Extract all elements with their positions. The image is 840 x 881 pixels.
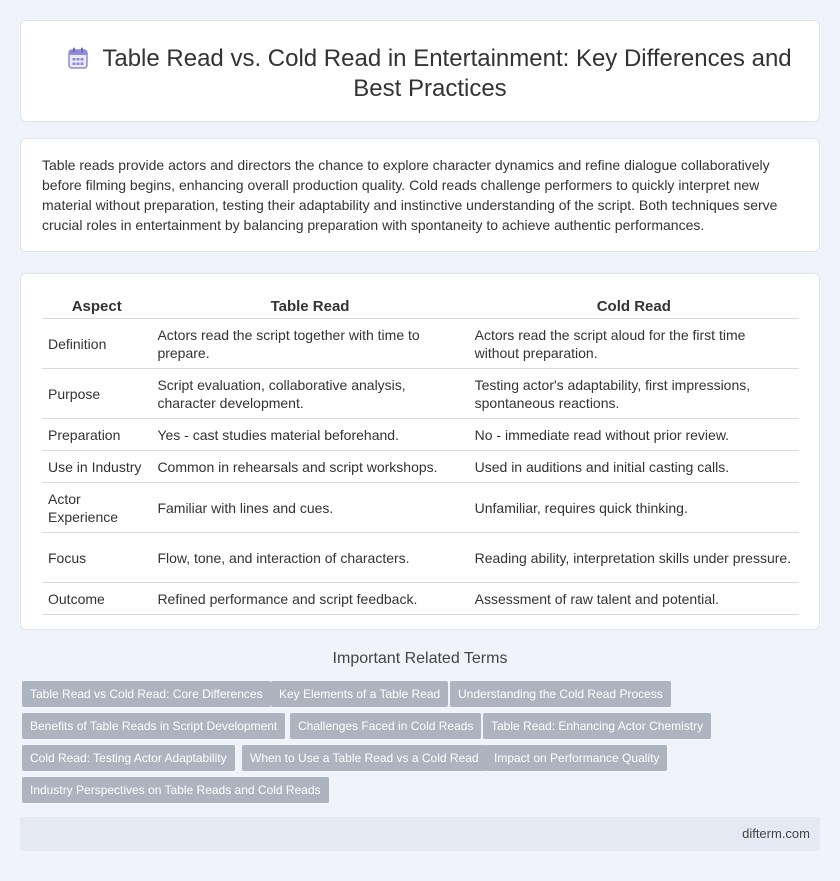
row-table-read: Script evaluation, collaborative analysis, character development. xyxy=(151,369,468,419)
table-row xyxy=(42,483,799,533)
comparison-card xyxy=(20,273,820,630)
calendar-icon xyxy=(68,47,88,69)
row-table-read: Common in rehearsals and script workshops. xyxy=(151,451,468,483)
related-term-tag[interactable]: Cold Read: Testing Actor Adaptability xyxy=(22,745,235,771)
header-table-read: Table Read xyxy=(151,294,468,319)
row-cold-read: Actors read the script aloud for the first time without preparation. xyxy=(469,319,799,369)
related-term-tag[interactable]: Table Read vs Cold Read: Core Differences xyxy=(22,681,271,707)
row-cold-read: Unfamiliar, requires quick thinking. xyxy=(469,483,799,533)
row-aspect: Outcome xyxy=(42,583,151,615)
related-term-tag[interactable]: Table Read: Enhancing Actor Chemistry xyxy=(483,713,711,739)
table-row xyxy=(42,369,799,419)
row-aspect: Focus xyxy=(42,533,151,583)
row-cold-read: Testing actor's adaptability, first impressions, spontaneous reactions. xyxy=(469,369,799,419)
page-title-wrap xyxy=(61,44,799,104)
related-term-tag[interactable]: Challenges Faced in Cold Reads xyxy=(290,713,481,739)
table-header-row xyxy=(42,294,799,319)
row-aspect: Preparation xyxy=(42,419,151,451)
header-cold-read: Cold Read xyxy=(469,294,799,319)
header-card xyxy=(20,20,820,122)
page-title: Table Read vs. Cold Read in Entertainment: Key Differences and Best Practices xyxy=(102,45,792,102)
row-table-read: Refined performance and script feedback. xyxy=(151,583,468,615)
row-table-read: Yes - cast studies material beforehand. xyxy=(151,419,468,451)
table-row xyxy=(42,451,799,483)
comparison-table xyxy=(42,294,799,615)
intro-paragraph: Table reads provide actors and directors the chance to explore character dynamics and refine dialogue collaboratively before filming begins, enhancing overall production quality. Cold reads challenge performers to quickly interpret new material without preparation, testing their adaptability and instinctive understanding of the script. Both techniques serve crucial roles in entertainment by balancing preparation with spontaneity to achieve authentic performances. xyxy=(42,157,778,233)
row-cold-read: Assessment of raw talent and potential. xyxy=(469,583,799,615)
table-row xyxy=(42,419,799,451)
header-aspect: Aspect xyxy=(42,294,151,319)
row-cold-read: Used in auditions and initial casting calls. xyxy=(469,451,799,483)
row-aspect: Definition xyxy=(42,319,151,369)
related-term-tag[interactable]: Understanding the Cold Read Process xyxy=(450,681,671,707)
row-aspect: Purpose xyxy=(42,369,151,419)
row-table-read: Flow, tone, and interaction of characters. xyxy=(151,533,468,583)
related-term-tag[interactable]: Industry Perspectives on Table Reads and Cold Reads xyxy=(22,777,329,803)
table-row xyxy=(42,533,799,583)
row-cold-read: No - immediate read without prior review. xyxy=(469,419,799,451)
related-term-tag[interactable]: When to Use a Table Read vs a Cold Read xyxy=(242,745,487,771)
footer xyxy=(20,817,820,851)
table-row xyxy=(42,583,799,615)
footer-site-link[interactable]: difterm.com xyxy=(742,826,810,841)
related-term-tag[interactable]: Benefits of Table Reads in Script Development xyxy=(22,713,285,739)
related-term-tag[interactable]: Impact on Performance Quality xyxy=(486,745,667,771)
table-row xyxy=(42,319,799,369)
row-aspect: Actor Experience xyxy=(42,483,151,533)
row-table-read: Familiar with lines and cues. xyxy=(151,483,468,533)
row-table-read: Actors read the script together with time to prepare. xyxy=(151,319,468,369)
related-term-tag[interactable]: Key Elements of a Table Read xyxy=(271,681,448,707)
intro-card xyxy=(20,138,820,252)
row-cold-read: Reading ability, interpretation skills under pressure. xyxy=(469,533,799,583)
row-aspect: Use in Industry xyxy=(42,451,151,483)
related-terms-heading: Important Related Terms xyxy=(332,650,508,667)
